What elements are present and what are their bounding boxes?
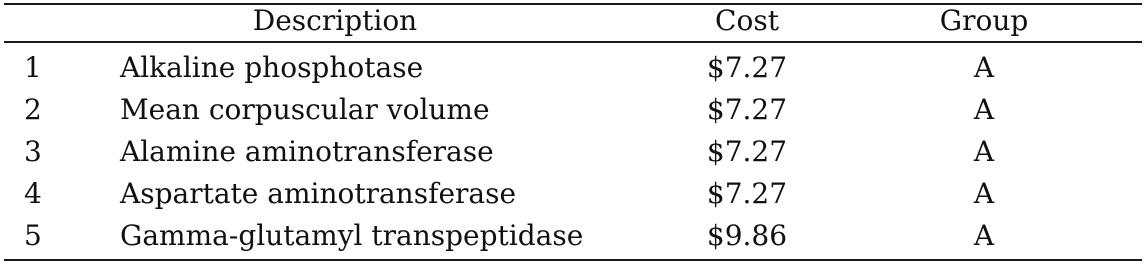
table-row: [4, 215, 1142, 257]
row-index: 4: [24, 177, 42, 210]
table-row: [4, 131, 1142, 173]
row-group: A: [973, 93, 995, 126]
row-group: A: [973, 135, 995, 168]
row-group: A: [973, 51, 995, 84]
row-cost: $7.27: [706, 51, 788, 84]
row-group: A: [973, 177, 995, 210]
header-group: Group: [939, 4, 1029, 37]
header-description: Description: [252, 4, 418, 37]
row-cost: $7.27: [706, 135, 788, 168]
row-index: 2: [24, 93, 42, 126]
row-index: 5: [24, 219, 42, 252]
table-row: [4, 173, 1142, 215]
data-table: [4, 0, 1142, 264]
row-cost: $7.27: [706, 93, 788, 126]
row-group: A: [973, 219, 995, 252]
row-index: 3: [24, 135, 42, 168]
row-cost: $7.27: [706, 177, 788, 210]
row-index: 1: [24, 51, 42, 84]
table-header-rule: [4, 41, 1142, 43]
row-description: Aspartate aminotransferase: [120, 177, 517, 210]
row-cost: $9.86: [706, 219, 788, 252]
row-description: Alamine aminotransferase: [120, 135, 494, 168]
row-description: Mean corpuscular volume: [120, 93, 490, 126]
table-header-row: [4, 0, 1142, 42]
header-cost: Cost: [715, 4, 779, 37]
row-description: Alkaline phosphotase: [120, 51, 424, 84]
table-row: [4, 47, 1142, 89]
table-row: [4, 89, 1142, 131]
row-description: Gamma-glutamyl transpeptidase: [120, 219, 584, 252]
table-bottom-rule: [4, 259, 1142, 261]
